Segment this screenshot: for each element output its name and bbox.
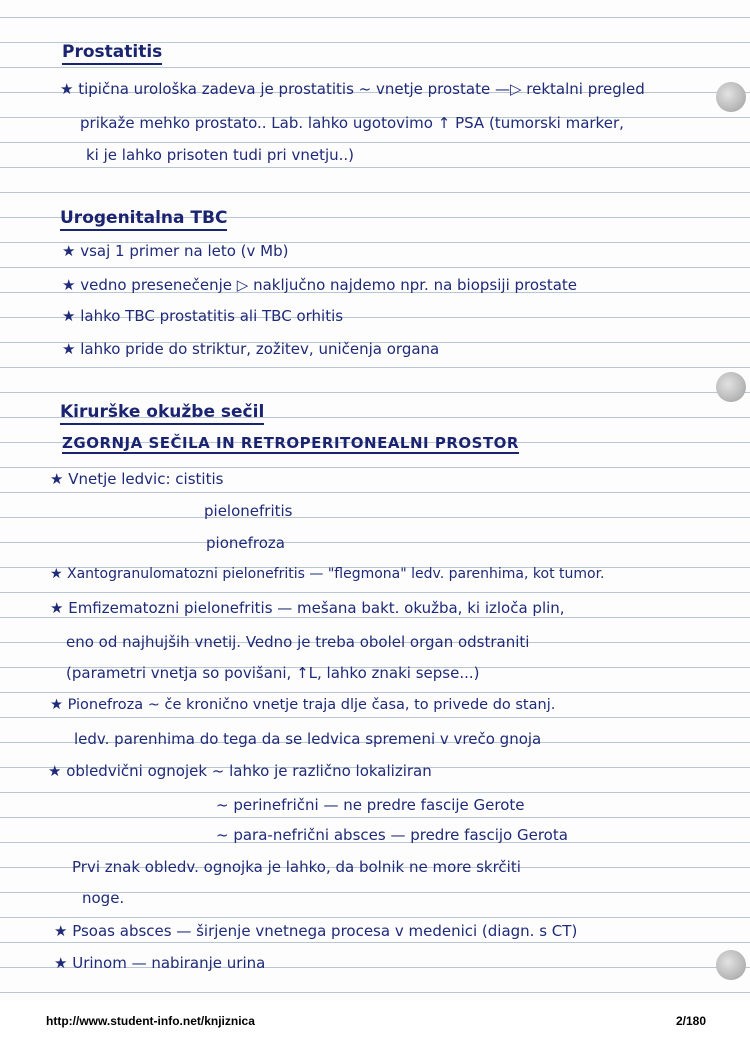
- note-line: prikaže mehko prostato.. Lab. lahko ugotovimo ↑ PSA (tumorski marker,: [80, 114, 624, 132]
- note-line: ★ Pionefroza ~ če kronično vnetje traja dlje časa, to privede do stanj.: [50, 697, 556, 713]
- note-line: pionefroza: [206, 534, 285, 552]
- note-line: ~ para-nefrični absces — predre fascijo Gerota: [216, 826, 568, 844]
- punch-hole: [716, 82, 746, 112]
- note-line: (parametri vnetja so povišani, ↑L, lahko znaki sepse...): [66, 664, 480, 682]
- section-title-prostatitis: Prostatitis: [62, 42, 162, 65]
- note-line: ★ Vnetje ledvic: cistitis: [50, 470, 224, 488]
- note-line: ★ Urinom — nabiranje urina: [54, 954, 266, 972]
- note-line: ★ obledvični ognojek ~ lahko je različno lokaliziran: [48, 762, 432, 780]
- note-line: ★ vedno presenečenje ▷ naključno najdemo npr. na biopsiji prostate: [62, 276, 578, 294]
- note-line: ki je lahko prisoten tudi pri vnetju..): [86, 146, 355, 164]
- note-line: ledv. parenhima do tega da se ledvica spremeni v vrečo gnoja: [74, 730, 542, 748]
- note-line: ★ Xantogranulomatozni pielonefritis — "flegmona" ledv. parenhima, kot tumor.: [50, 566, 605, 582]
- note-line: ★ tipična urološka zadeva je prostatitis ~ vnetje prostate —▷ rektalni pregled: [60, 80, 645, 98]
- note-line: pielonefritis: [204, 502, 293, 520]
- note-line: ★ lahko pride do striktur, zožitev, uničenja organa: [62, 340, 440, 358]
- note-line: ★ Psoas absces — širjenje vnetnega procesa v medenici (diagn. s CT): [54, 922, 578, 940]
- note-line: ★ lahko TBC prostatitis ali TBC orhitis: [62, 307, 344, 325]
- note-line: ★ vsaj 1 primer na leto (v Mb): [62, 242, 289, 260]
- note-line: eno od najhujših vnetij. Vedno je treba obolel organ odstraniti: [66, 633, 530, 651]
- punch-hole: [716, 372, 746, 402]
- note-line: ★ Emfizematozni pielonefritis — mešana bakt. okužba, ki izloča plin,: [50, 599, 565, 617]
- note-line: noge.: [82, 889, 125, 907]
- footer-url: http://www.student-info.net/knjiznica: [46, 1014, 255, 1028]
- section-subtitle: ZGORNJA SEČILA IN RETROPERITONEALNI PROSTOR: [62, 434, 519, 452]
- section-title-kirurske: Kirurške okužbe sečil: [60, 402, 264, 425]
- note-line: ~ perinefrični — ne predre fascije Gerote: [216, 796, 525, 814]
- note-line: Prvi znak obledv. ognojka je lahko, da bolnik ne more skrčiti: [72, 858, 521, 876]
- punch-hole: [716, 950, 746, 980]
- section-title-tbc: Urogenitalna TBC: [60, 208, 227, 231]
- footer-page-number: 2/180: [675, 1014, 706, 1028]
